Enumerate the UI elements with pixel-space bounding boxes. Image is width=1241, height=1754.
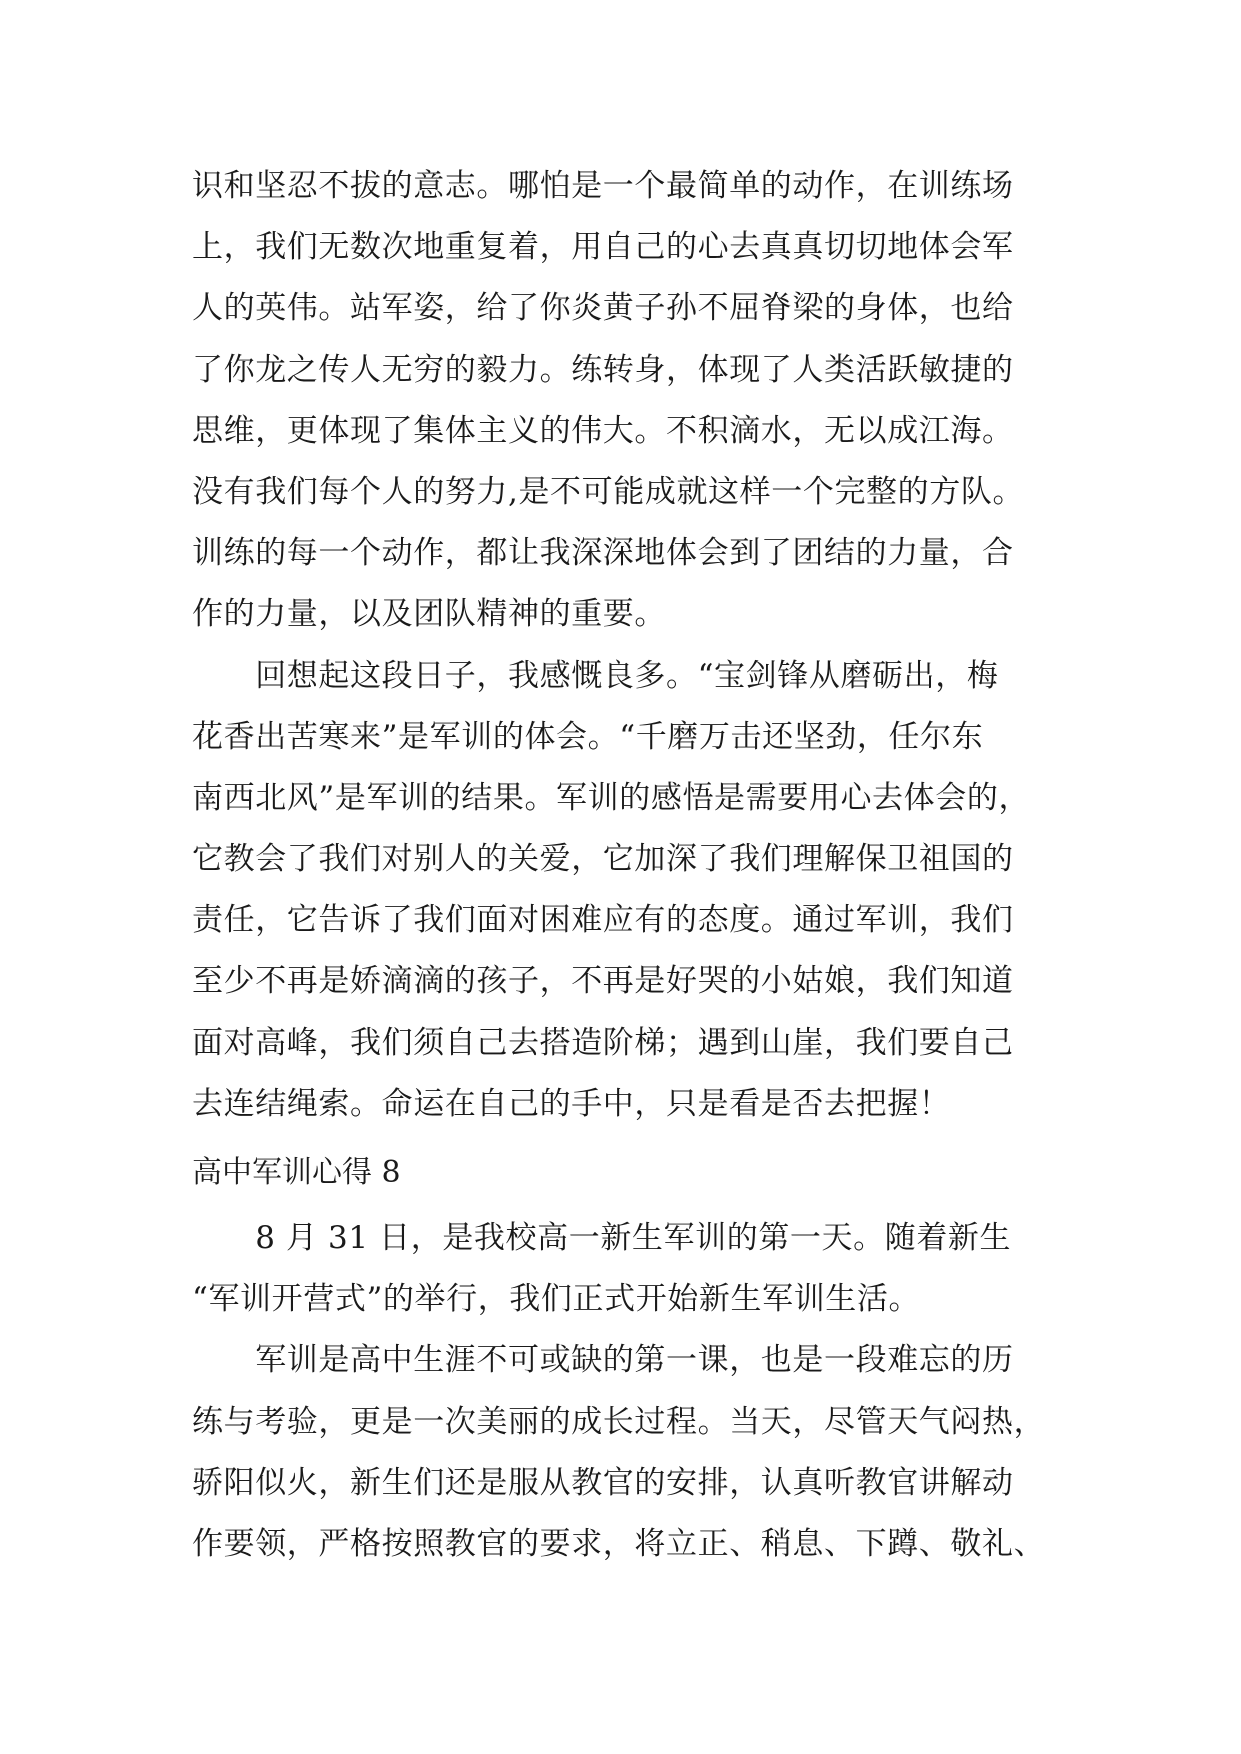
text-line: 它教会了我们对别人的关爱，它加深了我们理解保卫祖国的 — [192, 841, 1014, 878]
text-line: 面对高峰，我们须自己去搭造阶梯；遇到山崖，我们要自己 — [192, 1024, 1014, 1061]
text-line: 骄阳似火，新生们还是服从教官的安排，认真听教官讲解动 — [192, 1464, 1014, 1501]
text-line: 人的英伟。站军姿，给了你炎黄子孙不屈脊梁的身体，也给 — [192, 290, 1014, 327]
essay-text-section-2 — [192, 1208, 1052, 1575]
text-line: 去连结绳索。命运在自己的手中，只是看是否去把握！ — [192, 1085, 951, 1122]
text-line: 军训是高中生涯不可或缺的第一课，也是一段难忘的历 — [192, 1342, 1014, 1379]
text-line: 了你龙之传人无穷的毅力。练转身，体现了人类活跃敏捷的 — [192, 351, 1014, 388]
section-heading: 高中军训心得 8 — [192, 1155, 401, 1190]
text-line: 8 月 31 日，是我校高一新生军训的第一天。随着新生 — [192, 1220, 1012, 1256]
text-line: 南西北风”是军训的结果。军训的感悟是需要用心去体会的， — [192, 779, 1031, 816]
text-line: 没有我们每个人的努力,是不可能成就这样一个完整的方队。 — [192, 473, 1025, 510]
text-line: 训练的每一个动作，都让我深深地体会到了团结的力量，合 — [192, 535, 1014, 572]
text-line: 花香出苦寒来”是军训的体会。“千磨万击还坚劲，任尔东 — [192, 718, 984, 755]
text-line: 练与考验，更是一次美丽的成长过程。当天，尽管天气闷热， — [192, 1403, 1046, 1440]
text-line: 作的力量，以及团队精神的重要。 — [192, 596, 666, 633]
text-line: 思维，更体现了集体主义的伟大。不积滴水，无以成江海。 — [192, 412, 1014, 449]
text-line: 责任，它告诉了我们面对困难应有的态度。通过军训，我们 — [192, 902, 1014, 939]
text-line: 作要领，严格按照教官的要求，将立正、稍息、下蹲、敬礼、 — [192, 1525, 1046, 1562]
text-line: 至少不再是娇滴滴的孩子，不再是好哭的小姑娘，我们知道 — [192, 963, 1014, 1000]
text-line: 上，我们无数次地重复着，用自己的心去真真切切地体会军 — [192, 229, 1014, 266]
text-line: 回想起这段日子，我感慨良多。“宝剑锋从磨砺出，梅 — [192, 657, 999, 694]
text-line: “军训开营式”的举行，我们正式开始新生军训生活。 — [192, 1281, 921, 1318]
text-line: 识和坚忍不拔的意志。哪怕是一个最简单的动作，在训练场 — [192, 168, 1014, 204]
essay-text-section-1 — [192, 156, 1052, 1135]
